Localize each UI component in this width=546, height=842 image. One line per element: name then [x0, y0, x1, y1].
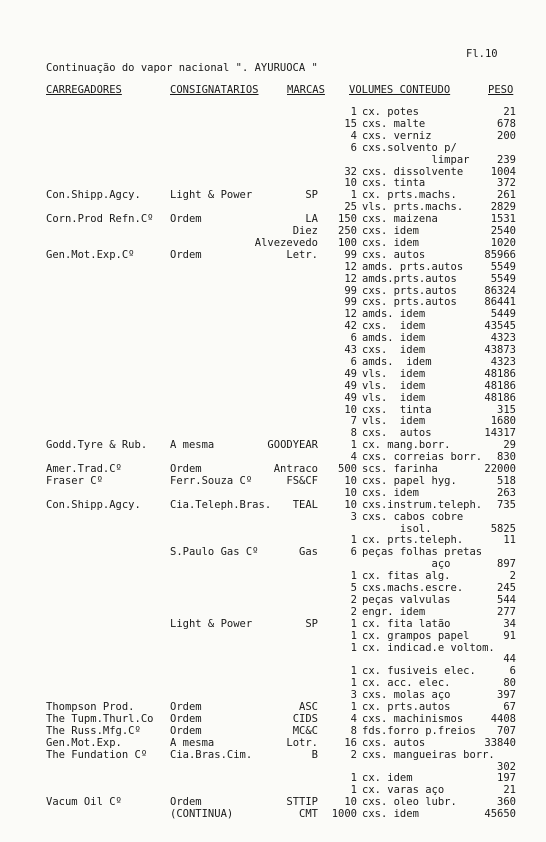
cell-description: amds. prts.autos — [362, 260, 464, 273]
cell-description: cxs. oleo lubr. — [362, 796, 457, 809]
cell-description: cx. fusiveis elec. — [362, 665, 476, 678]
cell-description: cxs. autos — [362, 736, 426, 749]
cell-description: cx. prts.teleph. — [362, 534, 464, 547]
cell-description: cxs. maizena — [362, 213, 438, 226]
cell-marks: CIDS — [292, 712, 318, 725]
cell-description: engr. idem — [362, 605, 426, 618]
cell-marks: Alvezevedo — [254, 236, 318, 249]
cell-peso: 21 — [503, 784, 516, 797]
cell-qty: 6 — [350, 546, 357, 559]
cell-qty: 1 — [350, 629, 357, 642]
cell-description: cxs. idem — [362, 344, 426, 356]
cell-peso: 678 — [497, 117, 516, 130]
cell-peso: 544 — [497, 593, 516, 606]
cell-description: cx. varas aço — [362, 784, 445, 797]
cell-peso: 86441 — [484, 296, 516, 309]
cell-peso: 360 — [497, 796, 516, 809]
cell-peso: 5449 — [490, 308, 516, 321]
cell-description: amds.prts.autos — [362, 272, 457, 285]
cell-qty: 4 — [350, 712, 357, 725]
cell-marks: ASC — [299, 701, 318, 713]
cell-peso: 261 — [497, 189, 516, 202]
cell-qty: 2 — [350, 605, 357, 618]
cell-qty: 8 — [350, 427, 357, 440]
cell-peso: 2 — [509, 570, 516, 583]
cell-description: cxs. tinta — [362, 177, 426, 190]
cell-description: cxs. idem — [362, 236, 419, 249]
cell-peso: 200 — [497, 129, 516, 142]
cell-qty: 1 — [350, 617, 357, 630]
cell-description: cx. prts.machs. — [362, 189, 457, 202]
cell-qty: 6 — [350, 355, 357, 368]
cell-description: amds. idem — [362, 332, 426, 345]
cell-qty: 1 — [350, 570, 357, 583]
cell-shipper: Amer.Trad.Cº — [46, 463, 122, 475]
cell-peso: 4323 — [490, 332, 516, 345]
cell-qty: 49 — [344, 367, 357, 380]
cell-description: cxs. idem — [362, 486, 419, 499]
cell-description: vls. idem — [362, 367, 426, 380]
cell-shipper: Con.Shipp.Agcy. — [46, 498, 141, 511]
cell-peso: 29 — [503, 439, 516, 452]
cell-peso: 34 — [503, 617, 516, 630]
cell-peso: 85966 — [484, 248, 516, 261]
cell-description: peças folhas pretas — [362, 546, 483, 559]
cell-qty: 7 — [350, 415, 357, 428]
cell-marks: STTIP — [286, 796, 318, 809]
cell-qty: 2 — [350, 593, 357, 606]
cell-qty: 15 — [344, 117, 357, 130]
cell-consignee: Cia.Teleph.Bras. — [170, 498, 272, 511]
cell-consignee: Cia.Bras.Cim. — [170, 748, 253, 761]
cell-peso: 67 — [503, 701, 516, 713]
cell-qty: 500 — [338, 463, 357, 475]
cell-description: cxs. autos — [362, 248, 426, 261]
cell-description: cx. grampos papel — [362, 629, 470, 642]
cell-description: cxs. molas aço — [362, 689, 451, 702]
cell-description: vls. idem — [362, 391, 426, 404]
cell-peso: 45650 — [484, 808, 516, 821]
cell-qty: 1 — [350, 641, 357, 654]
cell-description: cx. fita latão — [362, 617, 451, 630]
cell-qty: 1 — [350, 677, 357, 690]
cell-peso: 48186 — [484, 367, 516, 380]
cell-qty: 99 — [344, 284, 357, 297]
cell-qty: 100 — [338, 236, 357, 249]
cell-peso: 830 — [497, 451, 516, 464]
cell-qty: 1 — [350, 784, 357, 797]
cell-peso: 44 — [503, 653, 516, 666]
cell-qty: 250 — [338, 225, 357, 237]
cell-qty: 1 — [350, 772, 357, 785]
cell-qty: 49 — [344, 391, 357, 404]
cell-description: cx. indicad.e voltom. — [362, 641, 495, 654]
cell-description: isol. — [362, 522, 432, 535]
cell-peso: 372 — [497, 177, 516, 190]
cell-qty: 6 — [350, 332, 357, 345]
cell-description: cxs. idem — [362, 225, 419, 237]
cell-qty: 10 — [344, 796, 357, 809]
cell-qty: 5 — [350, 582, 357, 594]
cell-peso: 86324 — [484, 284, 516, 297]
cell-description: cxs.machs.escre. — [362, 582, 464, 594]
cell-shipper: Con.Shipp.Agcy. — [46, 189, 141, 202]
cell-description: cxs. prts.autos — [362, 296, 457, 309]
cell-description: cx. fitas alg. — [362, 570, 451, 583]
cell-description: cxs. machinismos — [362, 712, 464, 725]
cell-description: cxs. papel hyg. — [362, 474, 457, 487]
document-title: Continuação do vapor nacional ". AYURUOCA " — [46, 62, 318, 74]
cell-peso: 277 — [497, 605, 516, 618]
cell-description: cxs.solvento p/ — [362, 141, 457, 154]
cell-qty: 32 — [344, 165, 357, 178]
cell-marks: Antraco — [273, 463, 318, 475]
cell-peso: 397 — [497, 689, 516, 702]
cell-peso: 302 — [497, 760, 516, 773]
cell-qty: 12 — [344, 260, 357, 273]
cell-peso: 897 — [497, 558, 516, 571]
cell-qty: 3 — [350, 510, 357, 523]
cell-shipper: Fraser Cº — [46, 474, 103, 487]
cell-description: cxs. verniz — [362, 129, 432, 142]
cell-description: amds. idem — [362, 308, 426, 321]
cell-description: cx. potes — [362, 106, 419, 118]
cell-peso: 43545 — [484, 320, 516, 333]
cell-description: vls. idem — [362, 379, 426, 392]
cell-description: peças valvulas — [362, 593, 451, 606]
cell-peso: 1020 — [490, 236, 516, 249]
cell-marks: Diez — [292, 225, 318, 237]
cell-peso: 5549 — [490, 272, 516, 285]
header-peso: PESO — [488, 84, 514, 96]
cell-peso: 2540 — [490, 225, 516, 237]
cell-shipper: The Russ.Mfg.Cº — [46, 724, 141, 737]
cell-qty: 12 — [344, 272, 357, 285]
folio-number: Fl.10 — [466, 48, 498, 60]
cell-qty: 12 — [344, 308, 357, 321]
cell-peso: 5549 — [490, 260, 516, 273]
cell-peso: 21 — [503, 106, 516, 118]
cell-shipper: The Tupm.Thurl.Co — [46, 712, 154, 725]
cell-peso: 518 — [497, 474, 516, 487]
cell-peso: 735 — [497, 498, 516, 511]
cell-consignee: Ordem — [170, 213, 202, 226]
cell-qty: 1 — [350, 189, 357, 202]
cell-qty: 49 — [344, 379, 357, 392]
cell-peso: 263 — [497, 486, 516, 499]
cell-shipper: Thompson Prod. — [46, 701, 135, 713]
cell-consignee: (CONTINUA) — [170, 808, 234, 821]
cell-qty: 1 — [350, 665, 357, 678]
cell-description: cx. mang.borr. — [362, 439, 451, 452]
cell-description: cxs.instrum.teleph. — [362, 498, 483, 511]
cell-description: cx. idem — [362, 772, 413, 785]
cell-qty: 1000 — [331, 808, 357, 821]
cell-qty: 10 — [344, 498, 357, 511]
cell-qty: 10 — [344, 177, 357, 190]
cell-consignee: Ordem — [170, 463, 202, 475]
cell-qty: 4 — [350, 451, 357, 464]
header-volumes-conteudo: VOLUMES CONTEUDO — [349, 84, 451, 96]
cell-description: vls. idem — [362, 415, 426, 428]
cell-description: cxs. autos — [362, 427, 432, 440]
cell-qty: 1 — [350, 534, 357, 547]
cell-description: cxs. tinta — [362, 403, 432, 416]
cell-consignee: S.Paulo Gas Cº — [170, 546, 259, 559]
cell-qty: 6 — [350, 141, 357, 154]
cell-qty: 150 — [338, 213, 357, 226]
cell-peso: 43873 — [484, 344, 516, 356]
cell-shipper: Godd.Tyre & Rub. — [46, 439, 148, 452]
cell-description: cxs. idem — [362, 320, 426, 333]
cell-peso: 1004 — [490, 165, 516, 178]
cell-qty: 2 — [350, 748, 357, 761]
cell-description: cxs. dissolvente — [362, 165, 464, 178]
cell-peso: 33840 — [484, 736, 516, 749]
cell-description: cxs. malte — [362, 117, 426, 130]
cell-marks: TEAL — [292, 498, 318, 511]
cell-peso: 5825 — [490, 522, 516, 535]
cell-description: vls. prts.machs. — [362, 201, 464, 214]
cell-marks: Lotr. — [286, 736, 318, 749]
cell-peso: 197 — [497, 772, 516, 785]
cell-description: cxs. prts.autos — [362, 284, 457, 297]
cell-peso: 707 — [497, 724, 516, 737]
cell-shipper: Gen.Mot.Exp. — [46, 736, 122, 749]
cell-peso: 11 — [503, 534, 516, 547]
cell-qty: 10 — [344, 403, 357, 416]
cell-shipper: Gen.Mot.Exp.Cº — [46, 248, 135, 261]
cell-shipper: Vacum Oil Cº — [46, 796, 122, 809]
cell-qty: 43 — [344, 344, 357, 356]
cell-description: cxs. mangueiras borr. — [362, 748, 495, 761]
cell-consignee: Light & Power — [170, 189, 253, 202]
cell-consignee: A mesma — [170, 439, 215, 452]
cell-description: fds.forro p.freios — [362, 724, 476, 737]
cell-consignee: Ordem — [170, 248, 202, 261]
cell-peso: 315 — [497, 403, 516, 416]
cell-description: scs. farinha — [362, 463, 438, 475]
cell-marks: CMT — [299, 808, 318, 821]
cell-consignee: Ordem — [170, 796, 202, 809]
cell-peso: 48186 — [484, 379, 516, 392]
cell-marks: Letr. — [286, 248, 318, 261]
cell-qty: 4 — [350, 129, 357, 142]
cell-qty: 8 — [350, 724, 357, 737]
cell-marks: SP — [305, 617, 318, 630]
cell-qty: 42 — [344, 320, 357, 333]
cell-peso: 245 — [497, 582, 516, 594]
cell-peso: 14317 — [484, 427, 516, 440]
cell-marks: GOODYEAR — [267, 439, 318, 452]
cell-qty: 25 — [344, 201, 357, 214]
cell-peso: 91 — [503, 629, 516, 642]
cell-description: cxs. correias borr. — [362, 451, 483, 464]
cell-peso: 2829 — [490, 201, 516, 214]
cell-marks: MC&C — [292, 724, 318, 737]
cell-qty: 1 — [350, 701, 357, 713]
cell-qty: 99 — [344, 296, 357, 309]
cell-marks: SP — [305, 189, 318, 202]
cell-consignee: Ordem — [170, 724, 202, 737]
cell-marks: FS&CF — [286, 474, 318, 487]
header-consignatarios: CONSIGNATARIOS — [170, 84, 259, 96]
cell-peso: 6 — [509, 665, 516, 678]
cell-qty: 1 — [350, 106, 357, 118]
cell-description: cxs. idem — [362, 808, 419, 821]
cell-marks: B — [311, 748, 318, 761]
cell-peso: 239 — [497, 153, 516, 166]
cell-shipper: Corn.Prod Refn.Cº — [46, 213, 154, 226]
cell-description: aço — [362, 558, 451, 571]
cell-qty: 10 — [344, 486, 357, 499]
cell-peso: 80 — [503, 677, 516, 690]
cell-consignee: Ferr.Souza Cº — [170, 474, 253, 487]
cell-consignee: A mesma — [170, 736, 215, 749]
cell-consignee: Light & Power — [170, 617, 253, 630]
cell-qty: 3 — [350, 689, 357, 702]
cell-qty: 16 — [344, 736, 357, 749]
cell-qty: 1 — [350, 439, 357, 452]
cell-description: limpar — [362, 153, 470, 166]
cell-consignee: Ordem — [170, 712, 202, 725]
cell-peso: 1680 — [490, 415, 516, 428]
cell-qty: 10 — [344, 474, 357, 487]
cell-peso: 48186 — [484, 391, 516, 404]
header-marcas: MARCAS — [287, 84, 325, 96]
cell-peso: 1531 — [490, 213, 516, 226]
cell-description: cxs. cabos cobre — [362, 510, 464, 523]
cell-peso: 22000 — [484, 463, 516, 475]
cell-peso: 4323 — [490, 355, 516, 368]
cell-description: cx. acc. elec. — [362, 677, 451, 690]
cell-description: cx. prts.autos — [362, 701, 451, 713]
cell-marks: Gas — [299, 546, 318, 559]
cell-peso: 4408 — [490, 712, 516, 725]
cell-marks: LA — [305, 213, 318, 226]
header-carregadores: CARREGADORES — [46, 84, 122, 96]
cell-qty: 99 — [344, 248, 357, 261]
cell-shipper: The Fundation Cº — [46, 748, 148, 761]
cell-description: amds. idem — [362, 355, 432, 368]
cell-consignee: Ordem — [170, 701, 202, 713]
